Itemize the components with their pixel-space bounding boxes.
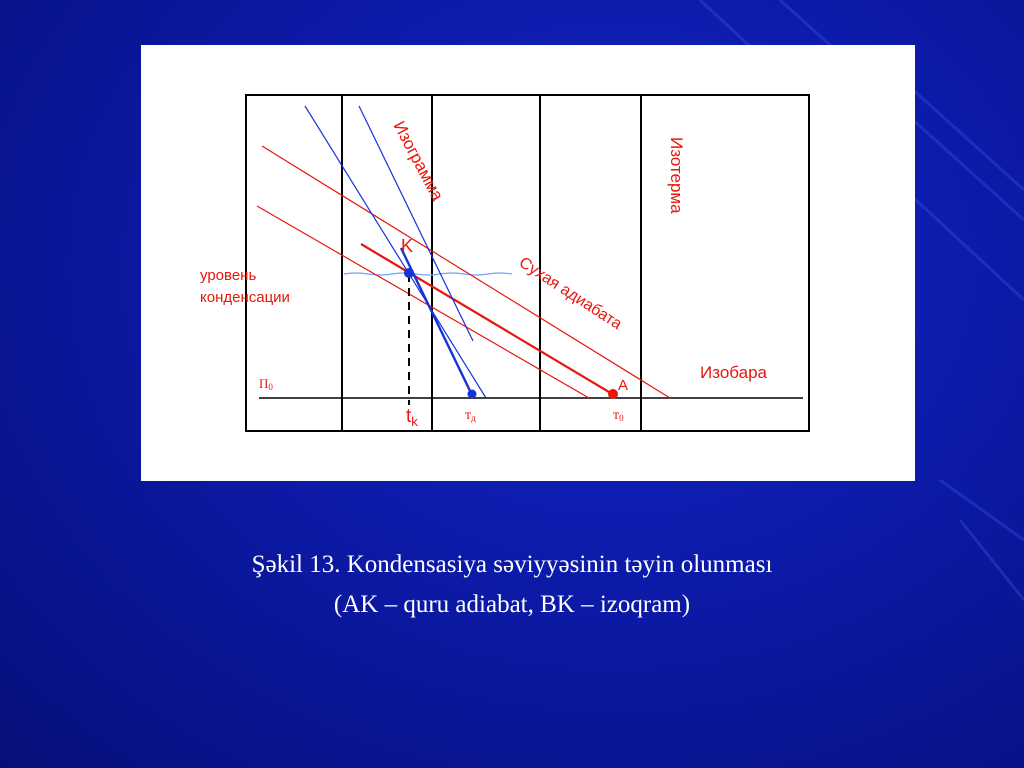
isogram-label: Изограмма [389, 117, 448, 204]
ak-adiabat-line [361, 244, 614, 395]
condensation-diagram [141, 45, 915, 481]
k-label: K [401, 236, 414, 256]
t0-label: т0 [613, 408, 624, 423]
condensation-level-line [344, 273, 512, 275]
point-td [468, 390, 477, 399]
tk-label: $t_k$ [406, 406, 418, 429]
isotherm-label: Изотерма [667, 137, 686, 214]
caption-line-1: Şəkil 13. Kondensasiya səviyyəsinin təyin olunması [251, 551, 773, 578]
isobar-label: Изобара [700, 363, 767, 382]
caption-line-2: (AK – quru adiabat, BK – izoqram) [333, 591, 691, 618]
point-a [608, 389, 618, 399]
diagram-panel [141, 45, 915, 481]
dry-adiabat-label: Сухая адиабата [515, 254, 625, 334]
p0-label: П0 [259, 376, 273, 392]
isogram-line-1 [305, 106, 486, 398]
dry-adiabat-line-1 [262, 146, 670, 398]
a-label: A [618, 377, 629, 394]
td-label: тд [465, 408, 476, 423]
figure-caption [0, 545, 1024, 625]
condensation-level-label-line2: конденсации [200, 289, 290, 306]
condensation-level-label-line1: уровень [200, 267, 257, 284]
point-k [404, 268, 414, 278]
